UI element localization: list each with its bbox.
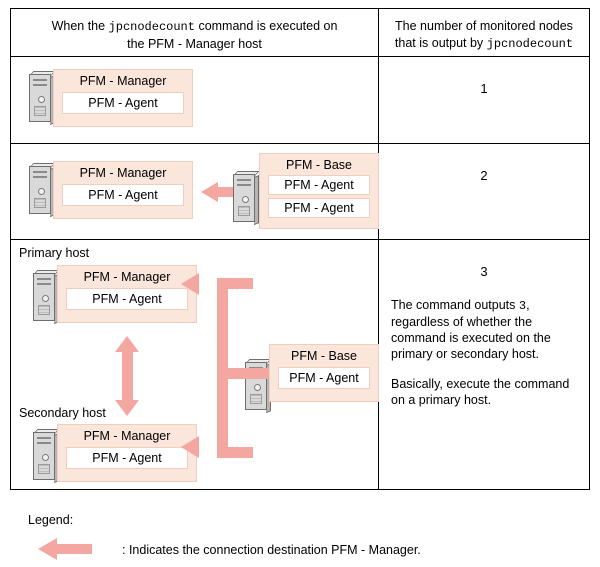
header-condition-command: jpcnodecount [108,20,195,34]
comparison-table [10,8,590,490]
row3-diagram-cell [11,240,379,489]
row2-count-cell [379,144,589,239]
table-row [11,240,589,489]
header-count-line1: The number of monitored nodes [395,19,573,33]
legend-title: Legend: [28,513,74,527]
node-count: 2 [480,168,488,183]
header-condition-text [11,9,378,62]
table-row [11,144,589,240]
host-box-pfm-manager [53,161,193,219]
row1-diagram-cell [11,57,379,143]
description-paragraph [391,297,577,362]
header-count-line2-pre: that is output by [394,36,487,50]
header-cell-condition [11,9,379,56]
host-title: PFM - Base [291,349,357,363]
host-title: PFM - Manager [83,429,171,443]
desc-post: , regardless of whether the command is executed on the primary or secondary host. [391,298,551,361]
legend-description: : Indicates the connection destination PFM - Manager. [122,543,421,557]
agent-box: PFM - Agent [66,447,188,469]
host-title: PFM - Base [286,158,352,172]
desc-pre: The command outputs [391,298,519,312]
host-box-pfm-base [269,344,379,402]
header-condition-pre: When the [51,19,109,33]
host-title: PFM - Manager [79,74,167,88]
desc-command-value: 3 [518,299,527,313]
server-icon [33,432,59,486]
agent-box: PFM - Agent [62,92,184,114]
header-cell-count [379,9,589,56]
legend-arrow-icon [38,538,92,560]
server-icon [29,74,55,128]
table-header-row [11,9,589,57]
connection-arrow-head-secondary [181,436,201,458]
agent-box: PFM - Agent [268,198,370,218]
agent-box: PFM - Agent [278,367,370,389]
agent-box: PFM - Agent [268,175,370,195]
host-title: PFM - Manager [83,270,171,284]
description-paragraph: Basically, execute the command on a primary host. [391,377,570,407]
header-count-text [379,9,589,62]
header-condition-line2: the PFM - Manager host [127,37,262,51]
row1-count-cell [379,57,589,143]
connection-arrow-head-primary [181,273,201,295]
header-count-command: jpcnodecount [486,37,574,51]
node-count: 1 [480,81,488,96]
row2-diagram-cell [11,144,379,239]
row3-count-cell [379,240,589,489]
host-box-primary-manager [57,265,197,323]
host-box-pfm-base [259,153,379,229]
server-icon [233,174,259,228]
node-count: 3 [480,264,488,279]
host-box-secondary-manager [57,424,197,482]
table-row [11,57,589,144]
header-condition-post: command is executed on [194,19,338,33]
agent-box: PFM - Agent [66,288,188,310]
host-box-pfm-manager [53,69,193,127]
connection-arrow-trunk [217,278,275,458]
primary-host-label: Primary host [19,246,90,260]
server-icon [29,166,55,220]
host-title: PFM - Manager [79,166,167,180]
secondary-host-label: Secondary host [19,406,106,420]
server-icon [33,273,59,327]
agent-box: PFM - Agent [62,184,184,206]
row3-description [379,297,589,408]
failover-double-arrow [115,336,139,416]
